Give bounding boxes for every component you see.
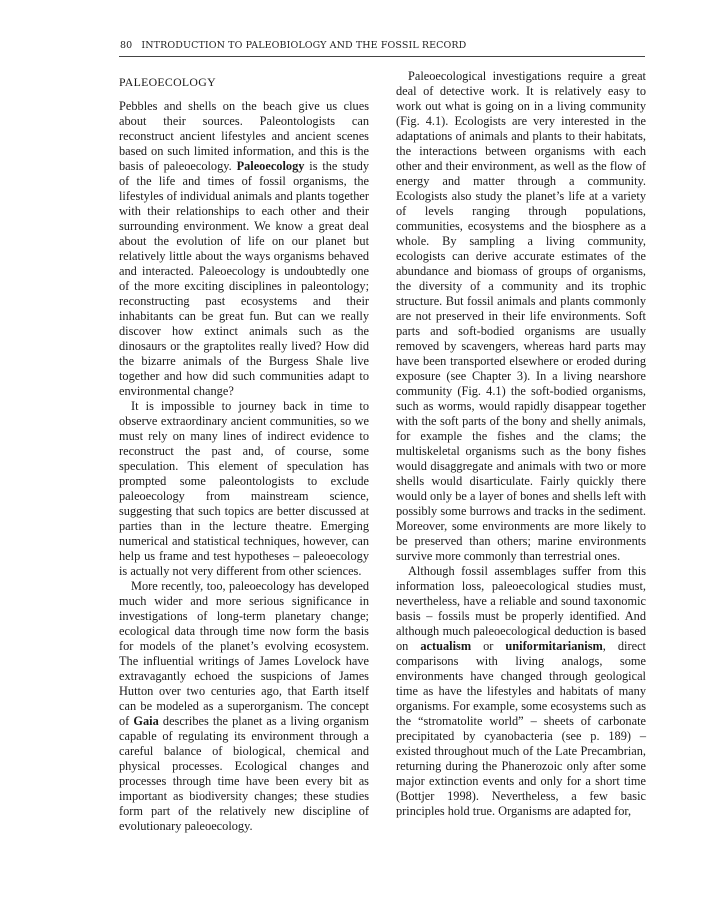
paragraph-text: Although fossil assemblages suffer from this information loss, paleoecological studies must, nevertheless, have a reliable and sound taxonomic basis – fossils must be properly identified. And although much paleoecological deduction is based on [396,564,646,653]
header-rule [119,56,645,57]
page-number: 80 [120,40,133,51]
paragraph [119,579,369,834]
running-title: INTRODUCTION TO PALEOBIOLOGY AND THE FOSSIL RECORD [141,40,467,51]
paragraph-text: or [471,639,506,653]
right-column [396,69,646,819]
key-term: actualism [420,639,472,653]
key-term: uniformitarianism [505,639,603,653]
paragraph [119,99,369,399]
paragraph: Paleoecological investigations require a great deal of detective work. It is relatively easy to work out what is going on in a living community (Fig. 4.1). Ecologists are very interested in the adaptations of animals and plants to their habitats, the interactions between organisms with each other and their environment, as well as the flow of energy and matter through a community. Ecologists also study the planet’s life at a variety of levels ranging through populations, communities, ecosystems and the biosphere as a whole. By sampling a living community, ecologists can derive accurate estimates of the abundance and biomass of groups of organisms, the diversity of a community and its trophic structure. But fossil animals and plants commonly are not preserved in their life environments. Soft parts and soft-bodied organisms are usually removed by scavengers, whereas hard parts may have been transported elsewhere or eroded during exposure (see Chapter 3). In a living nearshore community (Fig. 4.1) the soft-bodied organisms, such as worms, would rapidly disappear together with the soft parts of the bony and shelly animals, for example the fishes and the clams; the multiskeletal organisms such as the bony fishes would disaggregate and animals with two or more shells would disarticulate. Fairly quickly there would only be a layer of bones and shells left with possibly some burrows and tracks in the sediment. Moreover, some environments are more likely to be preserved than others; marine environments survive more commonly than terrestrial ones. [396,69,646,563]
key-term: Gaia [133,714,159,728]
paragraph-text: is the study of the life and times of fossil organisms, the lifestyles of individual animals and plants together with their relationships to each other and their surrounding environment. We know a great deal about the evolution of life on our planet but relatively little about the ways organisms behaved and interacted. Paleoecology is undoubtedly one of the more exciting disciplines in paleontology; reconstructing past ecosystems and their inhabitants can be great fun. But can we really discover how extinct animals such as the dinosaurs or the graptolites really lived? How did the bizarre animals of the Burgess Shale live together and how did such communities adapt to environmental change? [119,159,369,398]
paragraph-text: Pebbles and shells on the beach give us clues about their sources. Paleontologists can reconstruct ancient lifestyles and ancient scenes based on such limited information, and this is the basis of paleoecology. [119,99,369,173]
paragraph-text: More recently, too, paleoecology has developed much wider and more serious significance in investigations of long-term planetary change; ecological data through time now form the basis for models of the planet’s evolving ecosystem. The influential writings of James Lovelock have extravagantly echoed the suspicions of James Hutton over two centuries ago, that Earth itself can be modeled as a superorganism. The concept of [119,579,369,728]
key-term: Paleoecology [236,159,305,173]
section-heading: PALEOECOLOGY [119,75,216,89]
paragraph [396,564,646,819]
left-column [119,69,369,834]
paragraph: It is impossible to journey back in time to observe extraordinary ancient communities, so we must rely on many lines of indirect evidence to reconstruct the past and, of course, some speculation. This element of speculation has prompted some paleontologists to exclude paleoecology from mainstream science, suggesting that such topics are better discussed at parties than in the lecture theatre. Emerging numerical and statistical techniques, however, can help us frame and test hypotheses – paleoecology is actually not very different from other sciences. [119,399,369,578]
running-head [120,40,645,51]
paragraph-text: describes the planet as a living organism capable of regulating its environment through a careful balance of biological, chemical and physical processes. Ecological changes and processes through time have been every bit as important as biodiversity changes; these studies form part of the relatively new discipline of evolutionary paleoecology. [119,714,369,833]
paragraph-text: , direct comparisons with living analogs, some environments have changed through geological time as have the lifestyles and habitats of many organisms. For example, some ecosystems such as the “stromatolite world” – sheets of carbonate precipitated by cyanobacteria (see p. 189) – existed throughout much of the Late Precambrian, returning during the Phanerozoic only after some major extinction events and only for a short time (Bottjer 1998). Nevertheless, a few basic principles hold true. Organisms are adapted for, [396,639,646,818]
